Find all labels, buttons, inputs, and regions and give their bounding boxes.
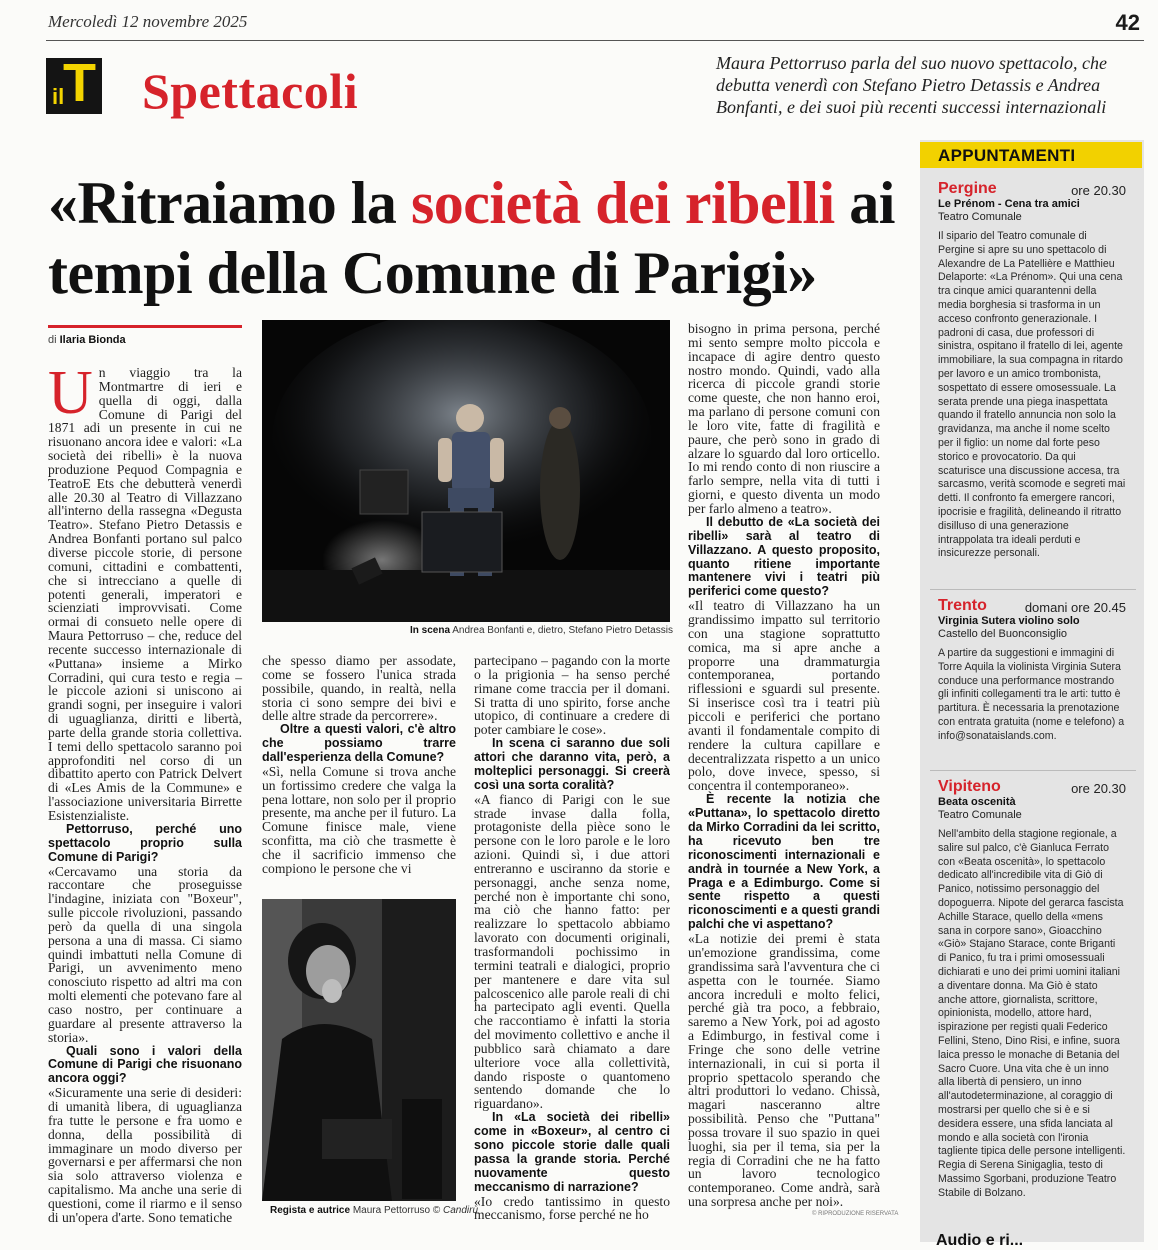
article-column-4 — [688, 322, 880, 1209]
article-paragraph: «A fianco di Parigi con le sue strade invase dalla folla, protagoniste della pièce sono le persone con le loro parole e le loro azioni. Quindi sì, i due attori entreranno e usciranno da storie e personaggi, anche senza nome, perché non è importante chi sono, ma ciò che hanno fatto: per realizzare lo spettacolo abbiamo lavorato con documenti originali, trasformandoli pochissimo in termini teatrali e dialogici, proprio per mantenere e dare vita sul palcoscenico alle parole reali di chi ha partecipato agli eventi. Quella che raccontiamo è infatti la storia del movimento collettivo e anche il pubblico sarà chiamato a dare ulteriore voce alla collettività, dando risposte o quantomeno sentendo domande che lo riguardano». — [474, 791, 670, 1112]
portrait-photo-image — [262, 899, 456, 1201]
article-deck: Maura Pettorruso parla del suo nuovo spettacolo, che debutta venerdì con Stefano Pietro Detassis e Andrea Bonfanti, e dei suoi più recenti successi internazionali — [716, 53, 1107, 117]
interview-question: È recente la notizia che «Puttana», lo spettacolo diretto da Mirko Corradini da lei scritto, ha ricevuto ben tre riconoscimenti internazionali e andrà in tournée a New York, a Praga e a Edimburgo. Come si sente rispetto a questi riconoscimenti e a questi grandi palchi che vi aspettano? — [688, 792, 880, 932]
article-paragraph: «Cercavamo una storia da raccontare che proseguisse l'indagine, iniziata con "Boxeur", sulle piccole rivoluzioni, passando però da quella di una singola persona a una di massa. Ci siamo quindi imbattuti nella Comune di Parigi, un avvenimento meno conosciuto rispetto ad altri ma con molti elementi che potevano fare al caso nostro, per continuare a guardare al presente attraverso la storia». — [48, 863, 242, 1045]
event-divider — [930, 770, 1136, 771]
byline-author: Ilaria Bionda — [59, 334, 126, 346]
article-column-1 — [48, 359, 242, 1225]
byline — [48, 334, 126, 346]
stage-photo-image — [262, 320, 670, 622]
article-paragraph: «La notizie dei premi è stata un'emozione grandissima, come grandissima sarà l'avventura che ci aspetta con le tournée. Siamo ancora increduli e molto felici, perché già tra poco, a febbraio, saremo a New York, poi ad agosto a Edimburgo, in festival come i Fringe che sono delle vetrine internazionali, in cui si porta il proprio spettacolo sperando che altri produttori lo vedano. Chissà, magari nasceranno altre possibilità. Penso che "Puttana" possa trovare il suo spazio in quei luoghi, sia per il tema, sia per la regia di Corradini che ne ha fatto un lavoro tecnologico contemporaneo. Come andrà, sarà una sorpresa anche per noi». — [688, 931, 880, 1210]
article-column-3 — [474, 654, 670, 1222]
portrait-photo — [262, 899, 456, 1201]
portrait-caption — [270, 1205, 478, 1216]
event-venue: Teatro Comunale — [938, 809, 1022, 821]
issue-date: Mercoledì 12 novembre 2025 — [48, 12, 248, 31]
headline-part1: «Ritraiamo la — [48, 170, 411, 236]
event-time: domani ore 20.45 — [1024, 600, 1126, 615]
event-title: Le Prénom - Cena tra amici — [938, 198, 1080, 210]
portrait-caption-text: Maura Pettorruso © — [352, 1205, 441, 1216]
event-trento — [938, 597, 1126, 744]
sidebar-title: APPUNTAMENTI — [920, 142, 1142, 168]
paragraph-text: n viaggio tra la Montmartre di ieri e quella di oggi, dalla Comune di Parigi del 1871 adi un presente in cui ne risuonano ancora idee e valori: «La società dei ribelli» è la nuova produzione Pequod Compagnia e TeatroE Ets che debutterà venerdì alle 20.30 al Teatro di Villazzano all'interno della rassegna «Degusta Teatro». Stefano Pietro Detassis e Andrea Bonfanti portano sul palco diverse piccole storie, di persone comuni, cittadini e combattenti, che si intrecciano a quelle di potenti generali, imperatori e scienziati improvvisati. Come ormai di consueto nelle opere di Maura Pettorruso – che, reduce del recente successo internazionale di «Puttana» insieme a Mirko Corradini, qui cura testo e regia – le piccole azioni si uniscono ai grandi sogni, per inseguire i valori di uguaglianza, diritti e libertà, parte della grande storia collettiva. I temi dello spettacolo saranno poi approfonditi nel corso di un dibattito aperto con Patrick Delvert di «Les Amis de la Commune» e l'associazione universitaria Birrette Esistenzialiste. — [48, 365, 242, 823]
headline-part2: ai tempi della Comune di Parigi» — [48, 170, 895, 306]
article-paragraph: «Io credo tantissimo in questo meccanismo, forse perché ne ho — [474, 1193, 670, 1223]
event-description: Il sipario del Teatro comunale di Pergine si apre su uno spettacolo di Alexandre de La Patellière e Matthieu Delaporte: «La Prénom». Qui una cena tra cinque amici quarantenni della media borghesia si trasforma in un acceso confronto generazionale. I padroni di casa, due professori di sinistra, ospitano il fratello di lei, agente immobiliare, la sua compagna in ritardo per lavoro e un amico trombonista, sospettato di essere omosessuale. La serata prende una piega inaspettata quando il fratello annuncia non solo la gravidanza, ma anche il nome scelto per il figlio: un nome dal forte peso storico e provocatorio. Da qui scaturisce una discussione accesa, tra sarcasmo, verità scomode e segreti mai detti. Il confronto fa emergere rancori, ipocrisie e fragilità, delineando il ritratto disilluso di una generazione intrappolata tra ideali perduti e insicurezze personali. — [938, 230, 1126, 560]
interview-question: Oltre a questi valori, c'è altro che possiamo trarre dall'esperienza della Comune? — [262, 722, 456, 765]
byline-prefix: di — [48, 334, 57, 346]
logo-letters-il: il — [52, 84, 65, 109]
page-number: 42 — [1115, 10, 1140, 35]
drop-cap: U — [48, 359, 93, 427]
caption-label: In scena — [410, 625, 451, 636]
event-vipiteno — [938, 778, 1126, 1201]
caption-text: Andrea Bonfanti e, dietro, Stefano Pietro Detassis — [452, 625, 673, 636]
article-paragraph — [48, 359, 242, 823]
event-title: Virginia Sutera violino solo — [938, 615, 1080, 627]
interview-question: Quali sono i valori della Comune di Parigi che risuonano ancora oggi? — [48, 1043, 242, 1086]
header-divider — [46, 40, 1144, 41]
event-description: Nell'ambito della stagione regionale, a salire sul palco, c'è Gianluca Ferrato con «Beata oscenità», lo spettacolo dedicato all'incredibile vita di Giò di Panico, notissimo personaggio del dopoguerra. Nipote del gerarca fascista Achille Starace, quello della «mens sana in corpore sano», Gioacchino «Giò» Stajano Starace, conte Briganti di Panico, fu tra i primi omosessuali dichiarati e uno dei primi uomini italiani a diventare donna. Ma Giò è stato anche attore, giornalista, scrittore, opinionista, modello, attore hard, ispirazione per registi quali Federico Fellini, Steno, Dino Risi, e infine, suora laica presso le monache di Betania del Sacro Cuore. Una vita che è un inno alla libertà di pensiero, un inno all'autodeterminazione, al coraggio di mostrarsi per quello che si è e si desidera essere, una sfida lanciata al mondo e alla società con l'ironia tagliente tipica delle persone intelligenti. Regia di Serena Sinigaglia, testo di Massimo Sgorbani, produzione Teatro Stabile di Bolzano. — [938, 828, 1126, 1199]
article-paragraph: «Il teatro di Villazzano ha un grandissimo impatto sul territorio con una stagione soprattutto comica, ma si apre anche a proporre una drammaturgia contemporanea, portando riflessioni e sguardi sul presente. Si inserisce così tra i teatri più piccoli e periferici che portano avanti il fondamentale compito di rendere la cultura capillare e decentralizzata rispetto a un unico polo, dove invece, spesso, si concentra il contemporaneo». — [688, 598, 880, 794]
stage-photo — [262, 320, 670, 622]
newspaper-logo — [46, 53, 102, 114]
stage-photo-caption — [410, 625, 673, 636]
event-pergine — [938, 180, 1126, 561]
article-headline — [48, 168, 908, 308]
article-paragraph: «Sicuramente una serie di desideri: di umanità libera, di uguaglianza fra tutte le persone e fra uomo e donna, della possibilità di immaginare un modo diverso per governarsi e per affermarsi che non sia solo attraverso violenza e capitalismo. Ma anche una serie di questioni, come il riarmo e il senso di un'opera d'arte. Sono tematiche — [48, 1085, 242, 1225]
interview-question: Pettorruso, perché uno spettacolo proprio sulla Comune di Parigi? — [48, 821, 242, 864]
article-paragraph: partecipano – pagando con la morte o la prigionia – ha senso perché rimane come traccia per il domani. Si tratta di uno spirito, forse anche utopico, di continuare a credere di poter cambiare le cose». — [474, 653, 670, 738]
portrait-photo-credit: Candirù — [443, 1205, 479, 1216]
interview-question: In scena ci saranno due soli attori che daranno vita, però, a molteplici personaggi. Si creerà così una sorta coralità? — [474, 736, 670, 792]
event-description: A partire da suggestioni e immagini di Torre Aquila la violinista Virginia Sutera conduce una performance mostrando gli infiniti collegamenti tra le arti: tutto è partitura. È necessaria la prenotazione con entrata gratuita (nome e telefono) a info@sonataislands.com. — [938, 647, 1125, 742]
event-time: ore 20.30 — [1071, 183, 1126, 198]
event-venue: Castello del Buonconsiglio — [938, 628, 1068, 640]
article-paragraph: che spesso diamo per assodate, come se fossero l'unica strada possibile, quando, in realtà, nella storia ci sono sempre dei bivi e delle altre strade da percorrere». — [262, 653, 456, 724]
event-divider — [930, 589, 1136, 590]
copyright-notice: © RIPRODUZIONE RISERVATA — [812, 1211, 899, 1217]
event-city: Vipiteno — [938, 778, 1001, 795]
interview-question: In «La società dei ribelli» come in «Boxeur», al centro ci sono piccole storie dalle quali passa la grande storia. Perché nuovamente questo meccanismo di narrazione? — [474, 1110, 670, 1194]
event-city: Trento — [938, 597, 987, 614]
article-paragraph: bisogno in prima persona, perché mi sento sempre molto piccola e incapace di agire dentro questo nostro mondo. Quindi, vado alla ricerca di piccole grandi storie come queste, che non hanno eroi, ma parlano di persone comuni con le loro vite, fatte di fragilità e paure, che però sono in grado di alzare lo sguardo dal loro orticello. Io mi rendo conto di non riuscire a farlo sempre, nella vita di tutti i giorni, e questo diventa un modo per farlo almeno a teatro». — [688, 321, 880, 516]
byline-divider — [48, 325, 242, 328]
interview-question: Il debutto de «La società dei ribelli» sarà al teatro di Villazzano. A questo proposito, quanto ritiene importante mantenere vivi i teatri più periferici come questo? — [688, 514, 880, 599]
logo-letter-t: T — [63, 53, 96, 113]
section-title: Spettacoli — [142, 63, 359, 119]
event-title: Beata oscenità — [938, 796, 1016, 808]
event-time: ore 20.30 — [1071, 781, 1126, 796]
article-paragraph: «Sì, nella Comune si trova anche un fortissimo credere che valga la pena lottare, non solo per il proprio presente, ma anche per il futuro. La Comune finisce male, viene sconfitta, ma ciò che trasmette è che il sacrificio immenso che compiono le persone che vi — [262, 763, 456, 876]
event-venue: Teatro Comunale — [938, 211, 1022, 223]
portrait-caption-label: Regista e autrice — [270, 1205, 351, 1216]
headline-highlight: società dei ribelli — [410, 170, 835, 236]
next-box-title: Audio e ri... — [936, 1232, 1024, 1249]
event-city: Pergine — [938, 180, 997, 197]
article-column-2 — [262, 654, 456, 876]
